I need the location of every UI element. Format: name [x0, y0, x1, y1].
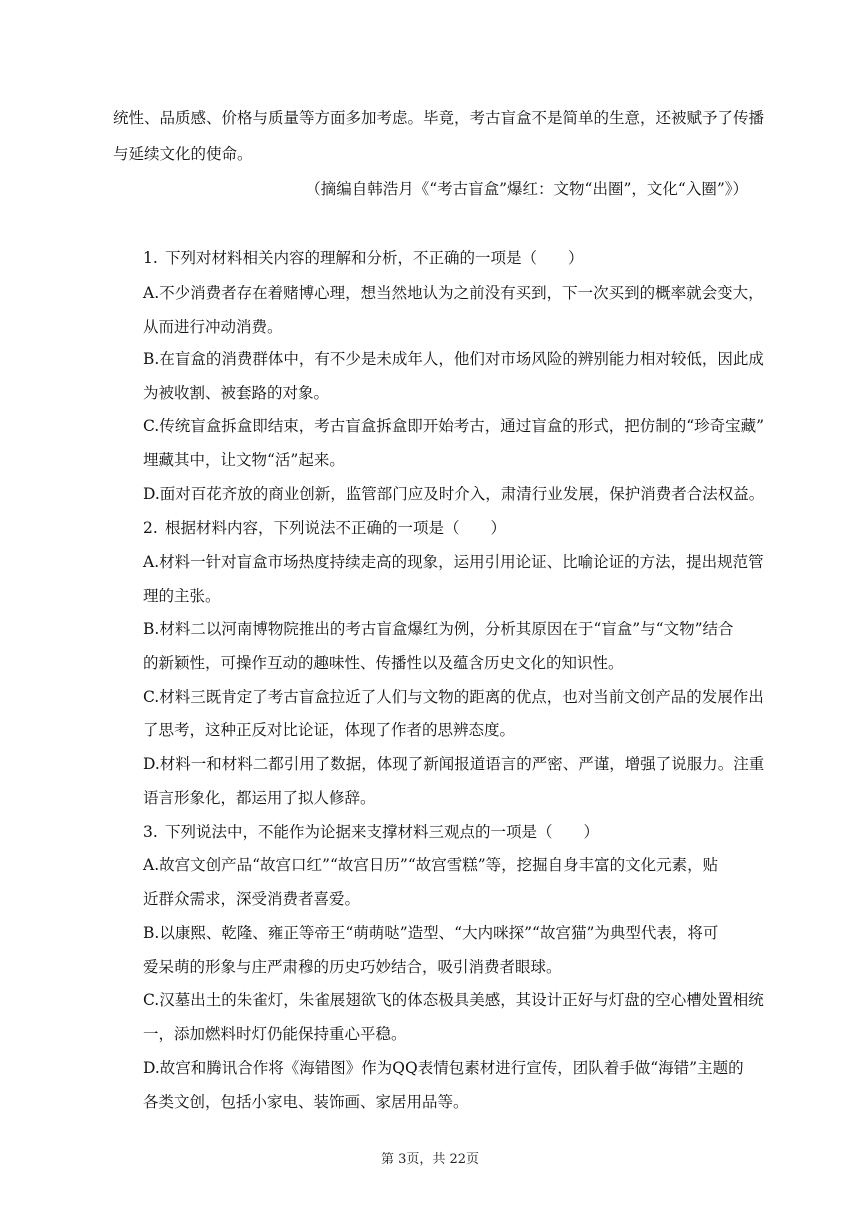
option-line: 爱呆萌的形象与庄严肃穆的历史巧妙结合，吸引消费者眼球。	[143, 958, 562, 976]
option-line: 埋藏其中，让文物“活”起来。	[143, 451, 345, 469]
option-line: C.汉墓出土的朱雀灯，朱雀展翅欲飞的体态极具美感，其设计正好与灯盘的空心槽处置相统	[143, 991, 764, 1009]
question-number: 1.	[143, 249, 158, 267]
option-line: D.面对百花齐放的商业创新，监管部门应及时介入，肃清行业发展，保护消费者合法权益。	[143, 485, 765, 503]
option-line: C.传统盲盒拆盒即结束，考古盲盒拆盒即开始考古，通过盲盒的形式，把仿制的“珍奇宝藏”	[143, 417, 765, 435]
option-line: 一，添加燃料时灯仍能保持重心平稳。	[143, 1025, 407, 1043]
option-line: 理的主张。	[143, 587, 221, 605]
question-stem: 下列对材料相关内容的理解和分析，不正确的一项是（ ）	[165, 249, 584, 267]
question-number: 3.	[143, 823, 158, 841]
option-line: 从而进行冲动消费。	[143, 318, 283, 336]
intro-line-2: 与延续文化的使命。	[113, 145, 253, 163]
question-2	[143, 516, 506, 538]
question-3	[143, 820, 599, 842]
option-line: A.材料一针对盲盒市场热度持续走高的现象，运用引用论证、比喻论证的方法，提出规范管	[143, 553, 764, 571]
source-citation: （摘编自韩浩月《“考古盲盒”爆红：文物“出圈”，文化“入圈”》）	[305, 180, 748, 198]
option-line: 近群众需求，深受消费者喜爱。	[143, 890, 361, 908]
option-line: 的新颖性，可操作互动的趣味性、传播性以及蕴含历史文化的知识性。	[143, 654, 624, 672]
option-line: B.材料二以河南博物院推出的考古盲盒爆红为例，分析其原因在于“盲盒”与“文物”结合	[143, 620, 734, 638]
option-line: B.在盲盒的消费群体中，有不少是未成年人，他们对市场风险的辨别能力相对较低，因此成	[143, 350, 764, 368]
option-line: D.故宫和腾讯合作将《海错图》作为QQ表情包素材进行宣传，团队着手做“海错”主题的	[143, 1059, 744, 1077]
page-footer: 第 3页，共 22页	[380, 1152, 480, 1167]
option-line: 语言形象化，都运用了拟人修辞。	[143, 789, 376, 807]
option-line: A.故宫文创产品“故宫口红”“故宫日历”“故宫雪糕”等，挖掘自身丰富的文化元素，贴	[143, 856, 719, 874]
intro-line-1: 统性、品质感、价格与质量等方面多加考虑。毕竟，考古盲盒不是简单的生意，还被赋予了传播	[113, 109, 765, 127]
question-stem: 下列说法中，不能作为论据来支撑材料三观点的一项是（ ）	[165, 823, 600, 841]
option-line: D.材料一和材料二都引用了数据，体现了新闻报道语言的严密、严谨，增强了说服力。注重	[143, 755, 765, 773]
question-stem: 根据材料内容，下列说法不正确的一项是（ ）	[165, 519, 507, 537]
question-1	[143, 246, 584, 268]
question-number: 2.	[143, 519, 158, 537]
option-line: 各类文创，包括小家电、装饰画、家居用品等。	[143, 1093, 469, 1111]
option-line: 为被收割、被套路的对象。	[143, 384, 330, 402]
option-line: 了思考，这种正反对比论证，体现了作者的思辨态度。	[143, 721, 516, 739]
option-line: C.材料三既肯定了考古盲盒拉近了人们与文物的距离的优点，也对当前文创产品的发展作出	[143, 688, 764, 706]
option-line: A.不少消费者存在着赌博心理，想当然地认为之前没有买到，下一次买到的概率就会变大，	[143, 284, 764, 302]
option-line: B.以康熙、乾隆、雍正等帝王“萌萌哒”造型、“大内咪探”“故宫猫”为典型代表，将可	[143, 924, 719, 942]
